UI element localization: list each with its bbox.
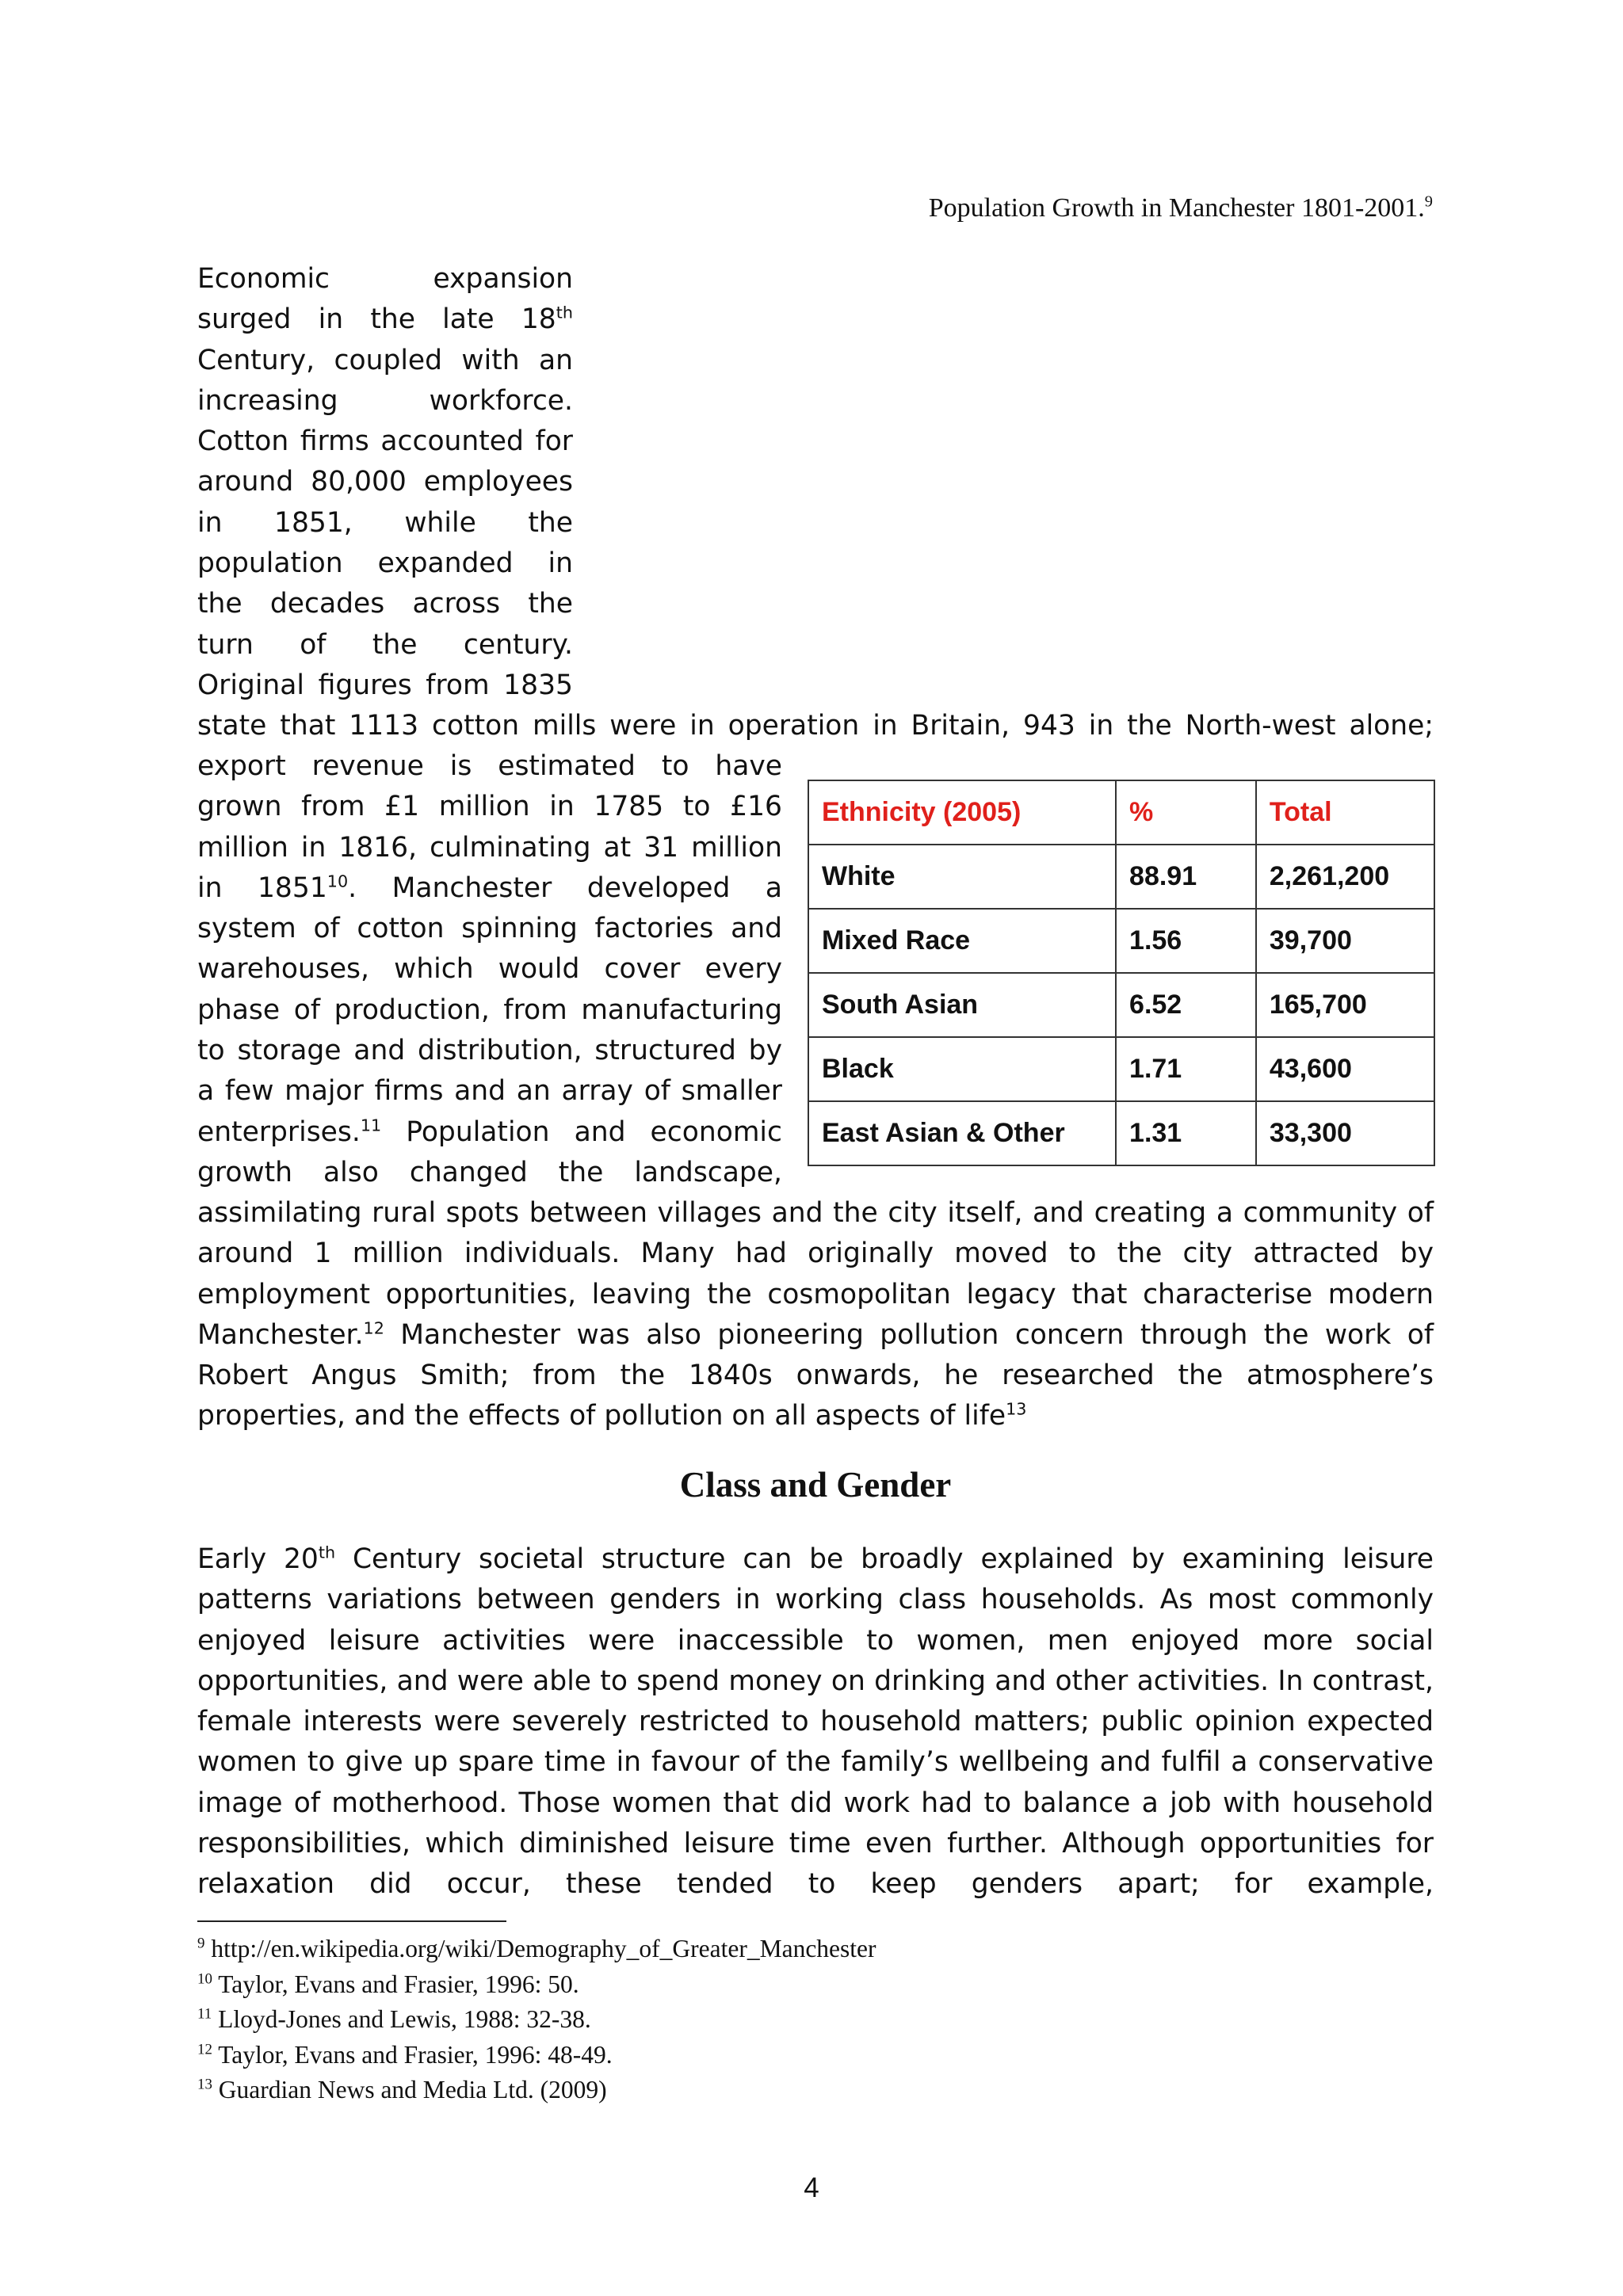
footnote-text: Guardian News and Media Ltd. (2009) bbox=[212, 2076, 607, 2103]
text-run: Manchester was also pioneering pollution concern through the work of Robert Angus Smith; from the 1840s onwards, he researched the atmosphere’s properties, and the effects of pollution on all aspects of life bbox=[197, 1318, 1434, 1432]
table-row bbox=[808, 1101, 1434, 1165]
text-run: Century, coupled with an increasing workforce. Cotton firms accounted for around 80,000 employees in 1851, while the population expanded in the decades across the turn of the century. Original figures from 1835 bbox=[197, 344, 573, 701]
footnote-ref: 9 bbox=[1424, 193, 1433, 211]
table-cell: 1.71 bbox=[1116, 1037, 1256, 1101]
table-header-row bbox=[808, 780, 1434, 845]
ethnicity-table bbox=[808, 780, 1435, 1166]
table-cell: Mixed Race bbox=[808, 909, 1116, 973]
paragraph-cotton-mills-line: state that 1113 cotton mills were in operation in Britain, 943 in the North-west alone; bbox=[197, 710, 1434, 742]
footnote-number: 11 bbox=[197, 2005, 212, 2023]
paragraph-landscape bbox=[197, 1193, 1434, 1437]
table-header-cell: Total bbox=[1256, 780, 1434, 845]
table-cell: 165,700 bbox=[1256, 973, 1434, 1037]
footnotes bbox=[197, 1932, 876, 2108]
text-run: export revenue is estimated to have grown from £1 million in 1785 to £16 million in 1816, culminating at 31 million in 1851 bbox=[197, 750, 782, 904]
superscript: th bbox=[556, 303, 573, 322]
footnote-ref: 12 bbox=[363, 1318, 384, 1338]
footnote-ref: 10 bbox=[327, 871, 349, 891]
table-cell: White bbox=[808, 845, 1116, 909]
caption-text: Population Growth in Manchester 1801-2001. bbox=[928, 193, 1425, 223]
footnote-ref: 13 bbox=[1006, 1399, 1027, 1419]
table-cell: 43,600 bbox=[1256, 1037, 1434, 1101]
footnote-number: 12 bbox=[197, 2041, 212, 2058]
footnote-number: 9 bbox=[197, 1935, 205, 1952]
table-cell: Black bbox=[808, 1037, 1116, 1101]
footnote-divider bbox=[197, 1920, 506, 1922]
page-number: 4 bbox=[804, 2172, 819, 2203]
table-cell: South Asian bbox=[808, 973, 1116, 1037]
footnote-link[interactable]: http://en.wikipedia.org/wiki/Demography_of_Greater_Manchester bbox=[204, 1935, 876, 1962]
table-row bbox=[808, 909, 1434, 973]
table-header-cell: Ethnicity (2005) bbox=[808, 780, 1116, 845]
footnote bbox=[197, 2038, 876, 2073]
section-heading: Class and Gender bbox=[679, 1465, 952, 1505]
footnote-number: 13 bbox=[197, 2076, 212, 2093]
footnote-ref: 11 bbox=[360, 1116, 382, 1135]
table-row bbox=[808, 973, 1434, 1037]
table-cell: 1.31 bbox=[1116, 1101, 1256, 1165]
footnote bbox=[197, 1967, 876, 2003]
footnote bbox=[197, 2002, 876, 2038]
table-cell: 33,300 bbox=[1256, 1101, 1434, 1165]
text-run: Early 20 bbox=[197, 1543, 319, 1575]
table-row bbox=[808, 845, 1434, 909]
text-run: Economic expansion surged in the late 18 bbox=[197, 263, 573, 336]
superscript: th bbox=[318, 1543, 336, 1562]
text-run: . Manchester developed a system of cotton spinning factories and warehouses, which would cover every phase of production, from manufacturing to storage and distribution, structured by a few major firms and an array of smaller enterprises. bbox=[197, 871, 782, 1148]
paragraph-economic-expansion bbox=[197, 259, 573, 706]
table-cell: 88.91 bbox=[1116, 845, 1256, 909]
figure-caption bbox=[929, 193, 1433, 223]
text-run: Century societal structure can be broadly explained by examining leisure patterns variations between genders in working class households. As most commonly enjoyed leisure activities were inaccessible to women, men enjoyed more social opportunities, and were able to spend money on drinking and other activities. In contrast, female interests were severely restricted to household matters; public opinion expected women to give up spare time in favour of the family’s wellbeing and fulfil a conservative image of motherhood. Those women that did work had to balance a job with household responsibilities, which diminished leisure time even further. Although opportunities for relaxation did occur, these tended to keep genders apart; for example, bbox=[197, 1543, 1434, 1901]
table-cell: East Asian & Other bbox=[808, 1101, 1116, 1165]
paragraph-export-revenue bbox=[197, 746, 782, 1193]
footnote-text: Taylor, Evans and Frasier, 1996: 48-49. bbox=[212, 2040, 613, 2069]
paragraph-class-gender bbox=[197, 1539, 1434, 1905]
footnote bbox=[197, 1932, 876, 1967]
table-cell: 39,700 bbox=[1256, 909, 1434, 973]
table-cell: 6.52 bbox=[1116, 973, 1256, 1037]
footnote-text: Lloyd-Jones and Lewis, 1988: 32-38. bbox=[212, 2005, 591, 2033]
footnote-number: 10 bbox=[197, 1970, 212, 1987]
text-run: Population and economic growth also changed the landscape, bbox=[197, 1116, 782, 1188]
table-header-cell: % bbox=[1116, 780, 1256, 845]
footnote bbox=[197, 2073, 876, 2108]
text-run: assimilating rural spots between villages and the city itself, and creating a community of around 1 million individuals. Many had originally moved to the city attracted by employment opportunities, leaving the cosmopolitan legacy that characterise modern Manchester. bbox=[197, 1197, 1434, 1351]
table-cell: 2,261,200 bbox=[1256, 845, 1434, 909]
table-row bbox=[808, 1037, 1434, 1101]
table-cell: 1.56 bbox=[1116, 909, 1256, 973]
footnote-text: Taylor, Evans and Frasier, 1996: 50. bbox=[212, 1970, 579, 1998]
